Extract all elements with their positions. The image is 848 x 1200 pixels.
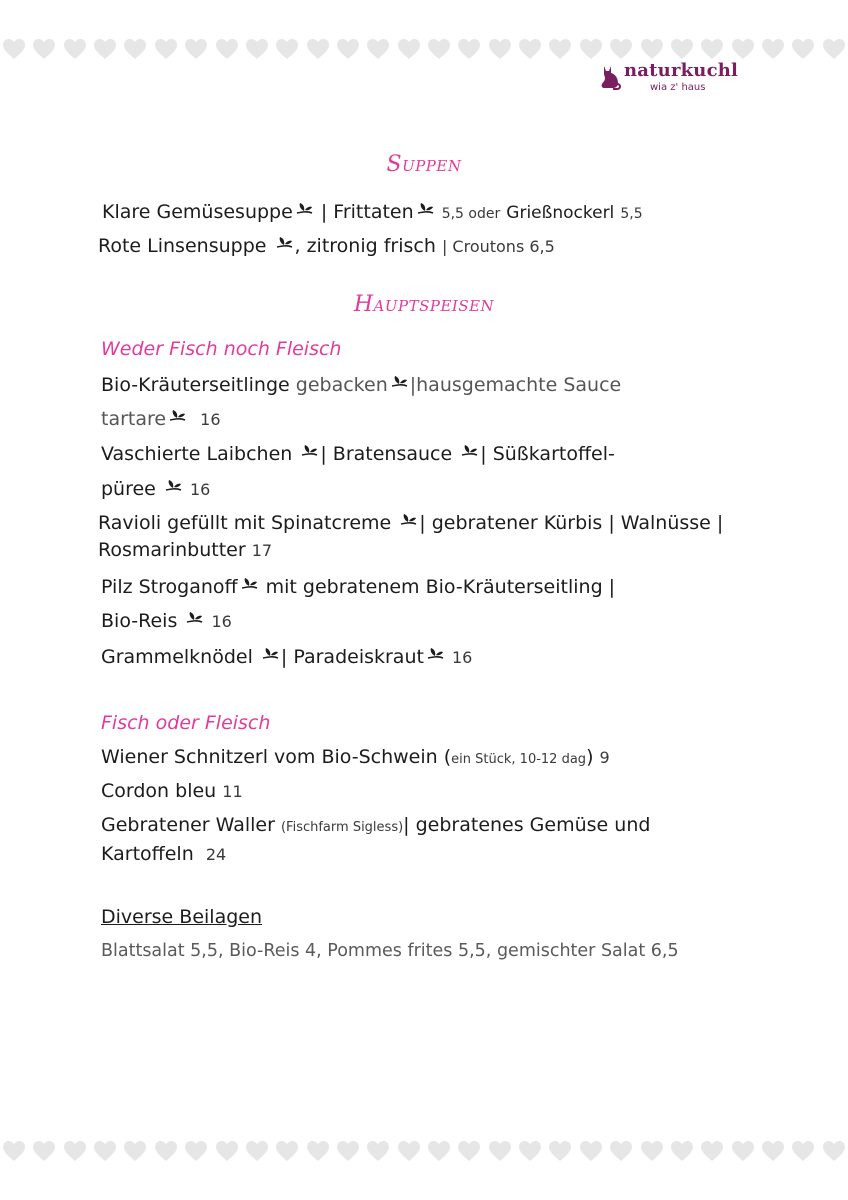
item-name: Bio-Kräuterseitlinge (101, 374, 290, 396)
brand-name: naturkuchl (624, 60, 739, 81)
item-name: Cordon bleu (101, 780, 217, 802)
heart-icon (275, 1140, 299, 1162)
beilagen-list: Blattsalat 5,5, Bio-Reis 4, Pommes frites 5,5, gemischter Salat 6,5 (101, 941, 679, 961)
heart-icon (700, 38, 724, 60)
menu-item-grammelknoedel (101, 644, 472, 668)
heart-icon (488, 38, 512, 60)
subheading-vegetarian: Weder Fisch noch Fleisch (101, 338, 342, 360)
heart-icon (761, 1140, 785, 1162)
heart-icon (488, 1140, 512, 1162)
heart-icon (32, 1140, 56, 1162)
heart-icon (822, 1140, 846, 1162)
heart-icon (397, 1140, 421, 1162)
heart-icon (457, 38, 481, 60)
menu-item-gebratener-waller-cont (101, 843, 226, 865)
cat-icon (598, 62, 622, 90)
item-price: | Croutons 6,5 (441, 237, 555, 256)
item-price: 16 (189, 480, 211, 499)
heart-icon (154, 38, 178, 60)
heart-icon (761, 38, 785, 60)
item-description: Kartoffeln (101, 843, 194, 865)
heart-icon (32, 38, 56, 60)
heart-icon (336, 1140, 360, 1162)
heart-icon (215, 1140, 239, 1162)
item-name: Rote Linsensuppe (98, 235, 267, 257)
heart-icon (63, 38, 87, 60)
item-name: Grammelknödel (101, 646, 253, 668)
menu-item-wiener-schnitzerl (101, 746, 610, 768)
menu-item-rote-linsensuppe (98, 233, 555, 257)
menu-item-kraeuterseitlinge (101, 372, 621, 396)
item-option: Grießnockerl (506, 203, 615, 223)
heart-icon (245, 38, 269, 60)
leaf-sprig-icon (239, 574, 259, 590)
menu-item-vaschierte-laibchen (101, 441, 615, 465)
leaf-sprig-icon (184, 608, 204, 624)
heart-icon (640, 1140, 664, 1162)
item-description: Rosmarinbutter (98, 539, 246, 561)
menu-item-kraeuterseitlinge-cont (101, 406, 221, 430)
item-price: 16 (452, 648, 473, 667)
menu-item-ravioli-cont (98, 539, 272, 561)
heart-icon (791, 1140, 815, 1162)
heart-icon (427, 1140, 451, 1162)
heart-icon (336, 38, 360, 60)
heart-icon (731, 38, 755, 60)
item-name: Wiener Schnitzerl vom Bio-Schwein (101, 746, 438, 768)
heart-icon (63, 1140, 87, 1162)
menu-item-vaschierte-laibchen-cont (101, 476, 210, 500)
heart-icon (579, 38, 603, 60)
heart-icon (548, 1140, 572, 1162)
heart-icon (306, 38, 330, 60)
heart-icon (2, 38, 26, 60)
leaf-sprig-icon (294, 199, 314, 215)
heart-icon (2, 1140, 26, 1162)
item-price: 16 (211, 612, 232, 631)
heart-icon (457, 1140, 481, 1162)
heart-icon (397, 38, 421, 60)
heart-icon (518, 1140, 542, 1162)
item-price: 16 (200, 410, 221, 429)
item-price: 5,5 (620, 206, 643, 222)
leaf-sprig-icon (167, 406, 187, 422)
brand-tagline: wia z' haus (650, 82, 706, 93)
menu-item-pilz-stroganoff-cont (101, 608, 232, 632)
heart-icon (518, 38, 542, 60)
item-description: |hausgemachte Sauce (409, 374, 622, 396)
leaf-sprig-icon (389, 372, 409, 388)
top-heart-border (0, 36, 848, 62)
item-name: Ravioli gefüllt mit Spinatcreme (98, 512, 392, 534)
heart-icon (123, 1140, 147, 1162)
heart-icon (670, 38, 694, 60)
item-description: | Paradeiskraut (280, 646, 424, 668)
item-name: Gebratener Waller (101, 814, 275, 836)
heart-icon (93, 1140, 117, 1162)
item-description: | Süßkartoffel- (480, 443, 615, 465)
heart-icon (366, 1140, 390, 1162)
item-price: 5,5 oder (441, 206, 501, 222)
item-description: , zitronig frisch (294, 235, 436, 257)
heart-icon (822, 38, 846, 60)
menu-item-ravioli (98, 510, 723, 534)
heart-icon (366, 38, 390, 60)
item-note: ein Stück, 10-12 dag (451, 752, 587, 767)
menu-item-klare-gemuesesuppe (102, 199, 643, 223)
heart-icon (306, 1140, 330, 1162)
heart-icon (670, 1140, 694, 1162)
bottom-heart-border (0, 1138, 848, 1164)
heart-icon (791, 38, 815, 60)
menu-item-pilz-stroganoff (101, 574, 615, 598)
item-price: 24 (205, 845, 227, 864)
heart-icon (427, 38, 451, 60)
heart-icon (579, 1140, 603, 1162)
item-description: Bio-Reis (101, 610, 178, 632)
heart-icon (640, 38, 664, 60)
leaf-sprig-icon (260, 644, 280, 660)
item-name: Pilz Stroganoff (101, 576, 238, 598)
heart-icon (123, 38, 147, 60)
item-description: tartare (101, 408, 167, 430)
item-price: 17 (251, 541, 273, 560)
heart-icon (731, 1140, 755, 1162)
item-name: Vaschierte Laibchen (101, 443, 293, 465)
item-option: | Frittaten (314, 201, 414, 223)
item-note: (Fischfarm Sigless) (280, 820, 404, 835)
heart-icon (245, 1140, 269, 1162)
heart-icon (548, 38, 572, 60)
item-description: | gebratenes Gemüse und (403, 814, 651, 836)
paren-close: ) (586, 746, 594, 768)
heart-icon (93, 38, 117, 60)
leaf-sprig-icon (163, 476, 183, 492)
heart-icon (184, 38, 208, 60)
heart-icon (154, 1140, 178, 1162)
heart-icon (609, 1140, 633, 1162)
heart-icon (275, 38, 299, 60)
item-description: gebacken (289, 374, 388, 396)
menu-item-gebratener-waller (101, 814, 650, 836)
section-title-suppen: Suppen (386, 152, 462, 177)
item-price: 9 (599, 748, 610, 767)
brand-logo (598, 60, 748, 100)
heart-icon (184, 1140, 208, 1162)
item-name: Klare Gemüsesuppe (102, 201, 293, 223)
section-title-beilagen: Diverse Beilagen (101, 906, 262, 928)
heart-icon (700, 1140, 724, 1162)
leaf-sprig-icon (274, 233, 294, 249)
leaf-sprig-icon (398, 510, 418, 526)
heart-icon (609, 38, 633, 60)
section-title-hauptspeisen: Hauptspeisen (353, 292, 495, 317)
leaf-sprig-icon (299, 441, 319, 457)
item-description: | Bratensauce (320, 443, 453, 465)
leaf-sprig-icon (415, 199, 435, 215)
leaf-sprig-icon (425, 644, 445, 660)
subheading-fish-meat: Fisch oder Fleisch (101, 712, 271, 734)
item-price: 11 (222, 782, 243, 801)
item-description: püree (101, 478, 156, 500)
heart-icon (215, 38, 239, 60)
item-description: | gebratener Kürbis | Walnüsse | (419, 512, 724, 534)
leaf-sprig-icon (459, 441, 479, 457)
item-description: mit gebratenem Bio-Kräuterseitling | (259, 576, 616, 598)
menu-item-cordon-bleu (101, 780, 243, 802)
paren-open: ( (443, 746, 452, 768)
